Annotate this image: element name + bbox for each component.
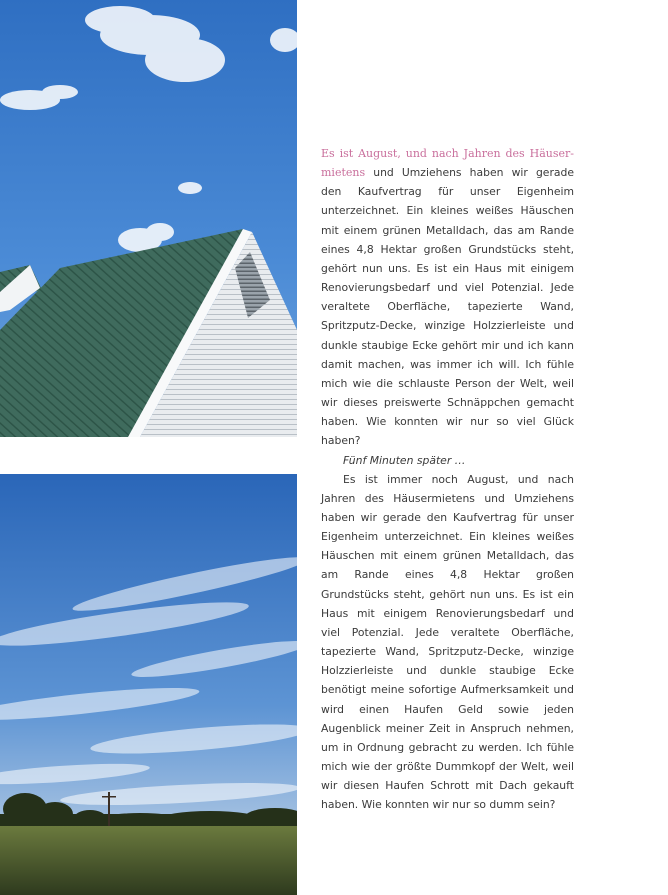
intro-body-text: und Umziehens haben wir gerade den Kaufvertrag für unser Eigenheim unterzeichnet. Ein kleines weißes Häuschen mit einem grünen Metalldach, das am Rande eines 4,8 Hektar großen Grundstücks steht, gehört nun uns. Es ist ein Haus mit einigem Renovierungsbedarf und viel Potenzial. Jede veraltete Oberfläche, tapezierte Wand, Spritzputz-Decke, winzige Holzzierleiste und dunkle staubige Ecke gehört mir und ich kann damit machen, was immer ich will. Ich fühle mich wie die schlauste Person der Welt, weil wir dieses preiswerte Schnäppchen gemacht haben. Wie konnten wir nur so viel Glück haben? — [321, 166, 574, 448]
article-text-column — [321, 144, 574, 814]
sky-field-photo — [0, 474, 297, 895]
interlude-line: Fünf Minuten später … — [343, 453, 466, 467]
paragraph-intro — [321, 144, 574, 451]
barn-roof-illustration — [0, 0, 297, 437]
lead-in-text: Es ist August, und nach Jahren des Häusermietens — [321, 147, 574, 180]
sky-field-illustration — [0, 474, 297, 895]
paragraph-second: Es ist immer noch August, und nach Jahren des Häusermietens und Umziehens haben wir gerade den Kaufvertrag für unser Eigenheim unterzeichnet. Ein kleines weißes Häuschen mit einem grünen Metalldach, das am Rande eines 4,8 Hektar großen Grundstücks steht, gehört nun uns. Es ist ein Haus mit einigem Renovierungsbedarf und viel Potenzial. Jede veraltete Oberfläche, tapezierte Wand, Spritzputz-Decke, winzige Holzzierleiste und dunkle staubige Ecke benötigt meine sofortige Aufmerksamkeit und wird einen Haufen Geld sowie jeden Augenblick meiner Zeit in Anspruch nehmen, um in Ordnung gebracht zu werden. Ich fühle mich wie der größte Dummkopf der Welt, weil wir diesen Haufen Schrott mit Dach gekauft haben. Wie konnten wir nur so dumm sein? — [321, 472, 574, 812]
barn-roof-photo — [0, 0, 297, 437]
